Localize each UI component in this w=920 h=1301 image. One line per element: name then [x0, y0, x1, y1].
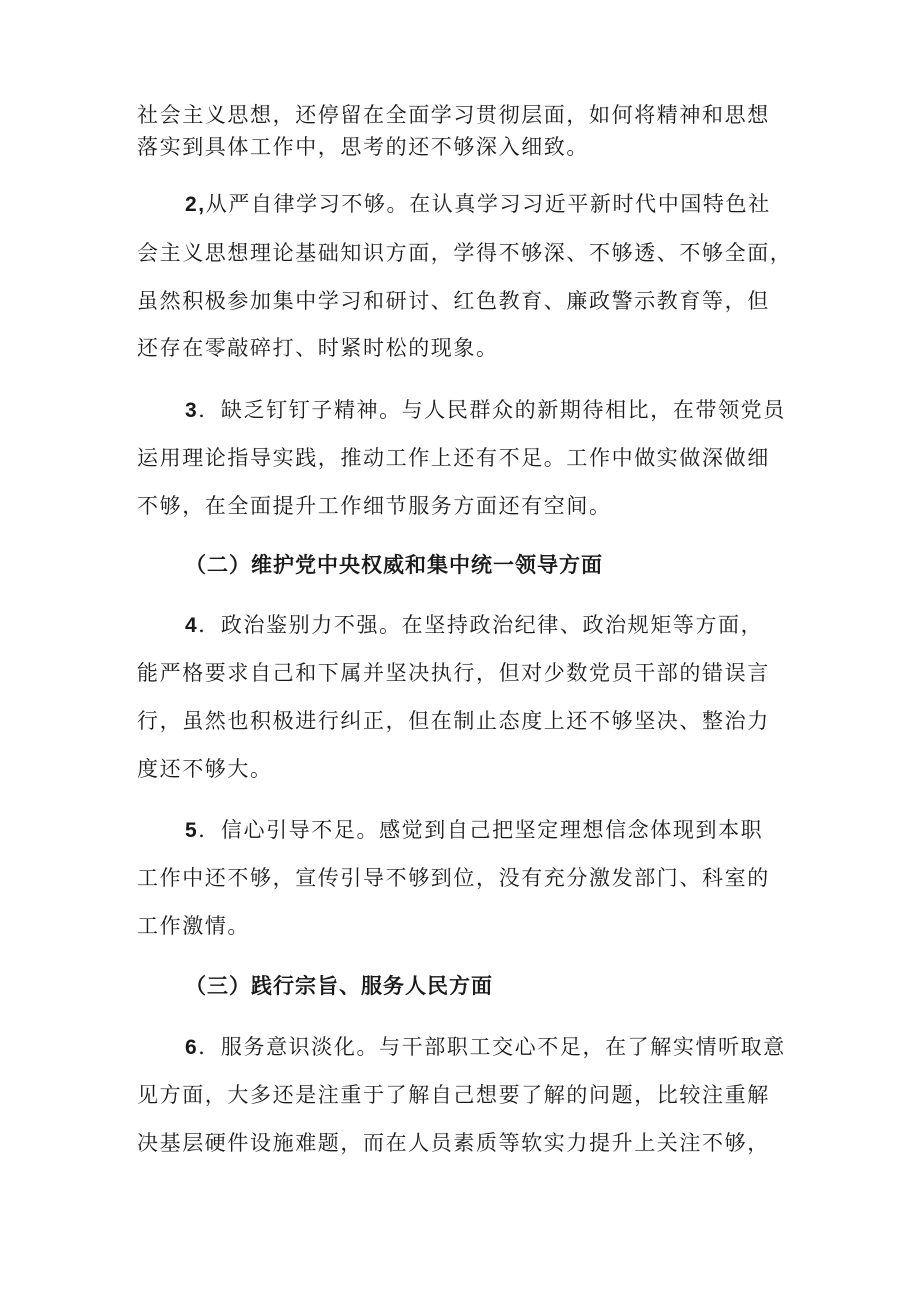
paragraph-line: 度还不够大。	[137, 757, 273, 781]
item-3-line: 3．缺乏钉钉子精神。与人民群众的新期待相比，在带领党员	[185, 398, 786, 422]
paragraph-line: 运用理论指导实践，推动工作上还有不足。工作中做实做深做细	[137, 446, 770, 470]
paragraph-line: 工作中还不够，宣传引导不够到位，没有充分激发部门、科室的	[137, 866, 770, 890]
paragraph-line: 工作激情。	[137, 914, 250, 938]
item-4-line: 4．政治鉴别力不强。在坚持政治纪律、政治规矩等方面，	[185, 613, 764, 637]
section-heading: （三）践行宗旨、服务人民方面	[185, 974, 493, 998]
paragraph-line: 还存在零敲碎打、时紧时松的现象。	[137, 336, 499, 360]
paragraph-line: 社会主义思想，还停留在全面学习贯彻层面，如何将精神和思想	[137, 103, 770, 127]
item-number: 6	[185, 1036, 199, 1059]
item-number: 4	[185, 614, 199, 637]
paragraph-line: 落实到具体工作中，思考的还不够深入细致。	[137, 135, 589, 159]
item-number: 2,	[185, 193, 206, 216]
item-number: 5	[185, 819, 199, 842]
item-6-line: 6．服务意识淡化。与干部职工交心不足，在了解实情听取意	[185, 1035, 786, 1059]
paragraph-line: 见方面，大多还是注重于了解自己想要了解的问题，比较注重解	[137, 1083, 770, 1107]
paragraph-line: 行，虽然也积极进行纠正，但在制止态度上还不够坚决、整治力	[137, 709, 770, 733]
paragraph-line: 决基层硬件设施难题，而在人员素质等软实力提升上关注不够，	[137, 1131, 770, 1155]
paragraph-line: 不够，在全面提升工作细节服务方面还有空间。	[137, 494, 612, 518]
item-2-line: 2,从严自律学习不够。在认真学习习近平新时代中国特色社	[185, 192, 771, 216]
paragraph-line: 能严格要求自己和下属并坚决执行，但对少数党员干部的错误言	[137, 661, 770, 685]
section-heading: （二）维护党中央权威和集中统一领导方面	[185, 553, 603, 577]
item-number: 3	[185, 399, 199, 422]
paragraph-line: 虽然积极参加集中学习和研讨、红色教育、廉政警示教育等，但	[137, 289, 770, 313]
item-5-line: 5．信心引导不足。感觉到自己把坚定理想信念体现到本职	[185, 818, 764, 842]
paragraph-line: 会主义思想理论基础知识方面，学得不够深、不够透、不够全面，	[137, 241, 793, 265]
